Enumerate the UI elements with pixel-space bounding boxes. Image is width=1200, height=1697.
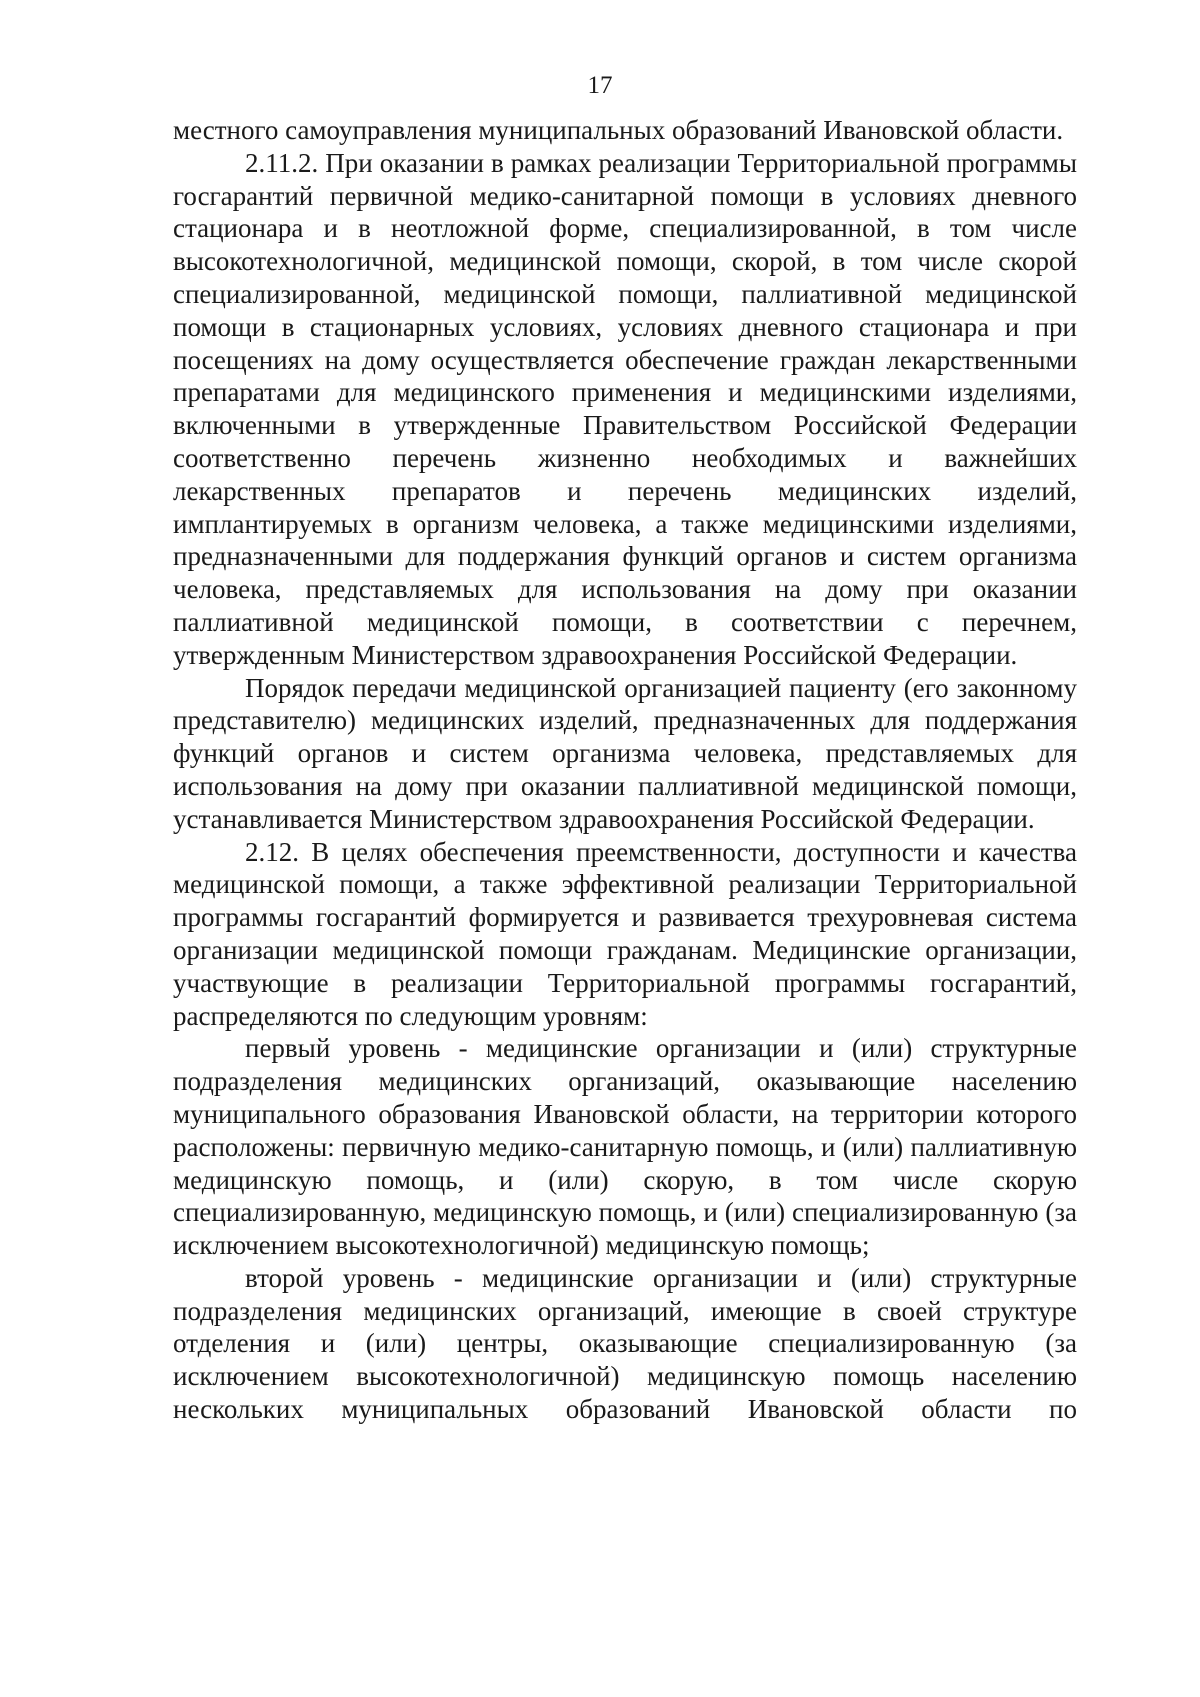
page-number: 17 [587,72,613,99]
paragraph-transfer-procedure: Порядок передачи медицинской организацией пациенту (его законному представителю) медицинских изделий, предназначенных для поддержания функций органов и систем организма человека, представляемых для использования на дому при оказании паллиативной медицинской помощи, устанавливается Министерством здравоохранения Российской Федерации. [173,672,1077,834]
paragraph-second-level: второй уровень - медицинские организации и (или) структурные подразделения медицинских организаций, имеющие в своей структуре отделения и (или) центры, оказывающие специализированную (за исключением высокотехнологичной) медицинскую помощь населению нескольких муниципальных образований Ивановской области по [173,1262,1077,1425]
document-body [173,114,1077,1426]
paragraph-2-12: 2.12. В целях обеспечения преемственности, доступности и качества медицинской помощи, а также эффективной реализации Территориальной программы госгарантий формируется и развивается трехуровневая система организации медицинской помощи гражданам. Медицинские организации, участвующие в реализации Территориальной программы госгарантий, распределяются по следующим уровням: [173,836,1077,1031]
paragraph-2-11-2: 2.11.2. При оказании в рамках реализации Территориальной программы госгарантий первичной медико-санитарной помощи в условиях дневного стационара и в неотложной форме, специализированной, в том числе высокотехнологичной, медицинской помощи, скорой, в том числе скорой специализированной, медицинской помощи, паллиативной медицинской помощи в стационарных условиях, условиях дневного стационара и при посещениях на дому осуществляется обеспечение граждан лекарственными препаратами для медицинского применения и медицинскими изделиями, включенными в утвержденные Правительством Российской Федерации соответственно перечень жизненно необходимых и важнейших лекарственных препаратов и перечень медицинских изделий, имплантируемых в организм человека, а также медицинскими изделиями, предназначенными для поддержания функций органов и систем организма человека, представляемых для использования на дому при оказании паллиативной медицинской помощи, в соответствии с перечнем, утвержденным Министерством здравоохранения Российской Федерации. [173,147,1077,670]
paragraph-continuation: местного самоуправления муниципальных образований Ивановской области. [173,115,1064,145]
paragraph-first-level: первый уровень - медицинские организации и (или) структурные подразделения медицинских организаций, оказывающие населению муниципального образования Ивановской области, на территории которого расположены: первичную медико-санитарную помощь, и (или) паллиативную медицинскую помощь, и (или) скорую, в том числе скорую специализированную, медицинскую помощь, и (или) специализированную (за исключением высокотехнологичной) медицинскую помощь; [173,1033,1077,1261]
